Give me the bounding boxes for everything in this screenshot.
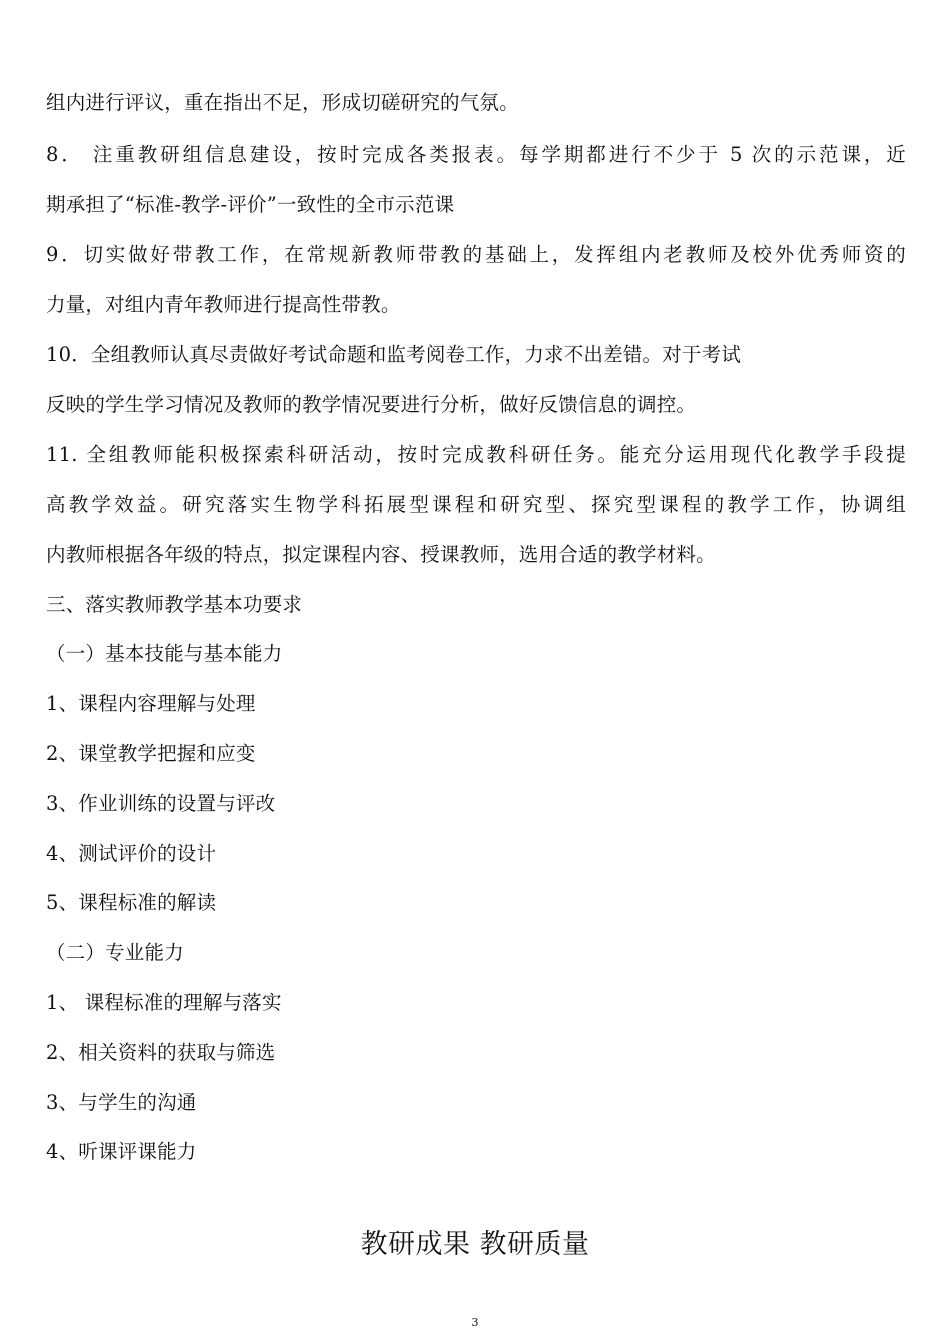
list-item: 4、测试评价的设计 bbox=[46, 842, 217, 865]
section-title: 教研成果 教研质量 bbox=[360, 1229, 590, 1260]
paragraph-line: 10．全组教师认真尽责做好考试命题和监考阅卷工作，力求不出差错。对于考试 bbox=[46, 343, 742, 366]
paragraph-line: 力量，对组内青年教师进行提高性带教。 bbox=[46, 293, 401, 316]
paragraph-line: 反映的学生学习情况及教师的教学情况要进行分析，做好反馈信息的调控。 bbox=[46, 393, 697, 416]
subheading-line: （一）基本技能与基本能力 bbox=[46, 642, 283, 665]
list-item: 1、 课程标准的理解与落实 bbox=[46, 991, 282, 1014]
paragraph-line: 11. 全组教师能积极探索科研活动，按时完成教科研任务。能充分运用现代化教学手段提 bbox=[46, 443, 906, 466]
list-item: 5、课程标准的解读 bbox=[46, 891, 217, 914]
page-number: 3 bbox=[471, 1316, 479, 1329]
paragraph-line: 组内进行评议，重在指出不足，形成切磋研究的气氛。 bbox=[46, 91, 519, 114]
subheading-line: （二）专业能力 bbox=[46, 941, 184, 964]
heading-line: 三、落实教师教学基本功要求 bbox=[46, 593, 303, 616]
paragraph-line: 8． 注重教研组信息建设，按时完成各类报表。每学期都进行不少于 5 次的示范课，近 bbox=[46, 143, 906, 166]
paragraph-line: 内教师根据各年级的特点，拟定课程内容、授课教师，选用合适的教学材料。 bbox=[46, 543, 716, 566]
list-item: 2、课堂教学把握和应变 bbox=[46, 742, 256, 765]
paragraph-line: 高教学效益。研究落实生物学科拓展型课程和研究型、探究型课程的教学工作，协调组 bbox=[46, 493, 906, 516]
list-item: 3、作业训练的设置与评改 bbox=[46, 792, 276, 815]
list-item: 1、课程内容理解与处理 bbox=[46, 692, 256, 715]
list-item: 4、听课评课能力 bbox=[46, 1140, 197, 1163]
paragraph-line: 9．切实做好带教工作，在常规新教师带教的基础上，发挥组内老教师及校外优秀师资的 bbox=[46, 243, 906, 266]
list-item: 3、与学生的沟通 bbox=[46, 1091, 197, 1114]
paragraph-line: 期承担了“标准-教学-评价”一致性的全市示范课 bbox=[46, 193, 455, 216]
list-item: 2、相关资料的获取与筛选 bbox=[46, 1041, 276, 1064]
